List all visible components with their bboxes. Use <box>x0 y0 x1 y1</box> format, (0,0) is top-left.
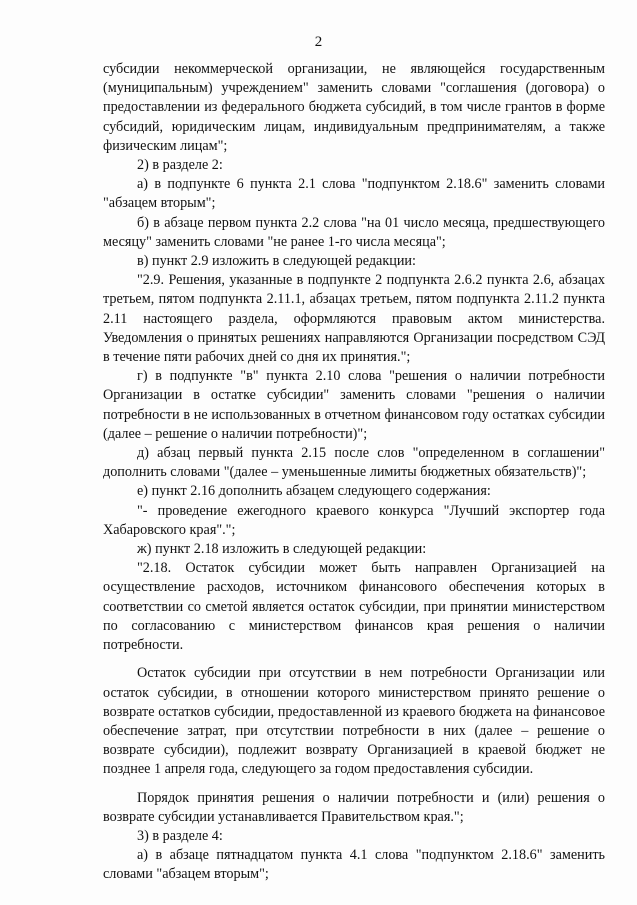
paragraph: ж) пункт 2.18 изложить в следующей редакции: <box>137 541 427 558</box>
paragraph: 3) в разделе 4: <box>137 827 223 844</box>
paragraph: а) в абзаце пятнадцатом пункта 4.1 слова "подпунктом 2.18.6" заменить словами "абзацем вторым"; <box>103 847 605 883</box>
paragraph: е) пункт 2.16 дополнить абзацем следующего содержания: <box>137 483 491 500</box>
paragraph: в) пункт 2.9 изложить в следующей редакции: <box>137 253 416 270</box>
document-body <box>103 60 605 885</box>
paragraph: "2.9. Решения, указанные в подпункте 2 подпункта 2.6.2 пункта 2.6, абзацах третьем, пятом подпункта 2.11.1, абзацах третьем, пятом подпункта 2.11.2 пункта 2.11 настоящего раздела, оформляются правовым актом министерства. Уведомления о принятых решениях направляются Организации посредством СЭД в течение пяти рабочих дней со дня их принятия."; <box>103 272 605 366</box>
paragraph: субсидии некоммерческой организации, не являющейся государственным (муниципальным) учреждением" заменить словами "соглашения (договора) о предоставлении из федерального бюджета субсидий, в том числе грантов в форме субсидий, юридическим лицам, индивидуальным предпринимателям, а также физическим лицам"; <box>103 61 605 154</box>
paragraph: "- проведение ежегодного краевого конкурса "Лучший экспортер года Хабаровского края"."; <box>103 502 605 538</box>
paragraph: Остаток субсидии при отсутствии в нем потребности Организации или остаток субсидии, в отношении которого министерством принято решение о возврате остатков субсидии, предоставленной из краевого бюджета на финансовое обеспечение затрат, при отсутствии потребности в них (далее – решение о возврате субсидии), подлежит возврату Организацией в краевой бюджет не позднее 1 апреля года, следующего за годом предоставления субсидии. <box>103 665 605 778</box>
paragraph: "2.18. Остаток субсидии может быть направлен Организацией на осуществление расходов, источником финансового обеспечения которых в соответствии со сметой является остаток субсидии, при принятии министерством по согласованию с министерством финансов края решения о наличии потребности. <box>103 560 605 654</box>
paragraph: б) в абзаце первом пункта 2.2 слова "на 01 число месяца, предшествующего месяцу" заменить словами "не ранее 1-го числа месяца"; <box>103 214 605 250</box>
page-number: 2 <box>314 34 323 50</box>
paragraph: г) в подпункте "в" пункта 2.10 слова "решения о наличии потребности Организации в остатке субсидии" заменить словами "решения о наличии потребности в не использованных в отчетном финансовом году остатках субсидии (далее – решение о наличии потребности)"; <box>103 368 605 442</box>
paragraph: д) абзац первый пункта 2.15 после слов "определенном в соглашении" дополнить словами "(далее – уменьшенные лимиты бюджетных обязательств)"; <box>103 445 605 481</box>
paragraph: а) в подпункте 6 пункта 2.1 слова "подпунктом 2.18.6" заменить словами "абзацем вторым"; <box>103 176 605 212</box>
paragraph: Порядок принятия решения о наличии потребности и (или) решения о возврате субсидии устанавливается Правительством края."; <box>103 789 605 825</box>
paragraph: 2) в разделе 2: <box>137 157 223 174</box>
